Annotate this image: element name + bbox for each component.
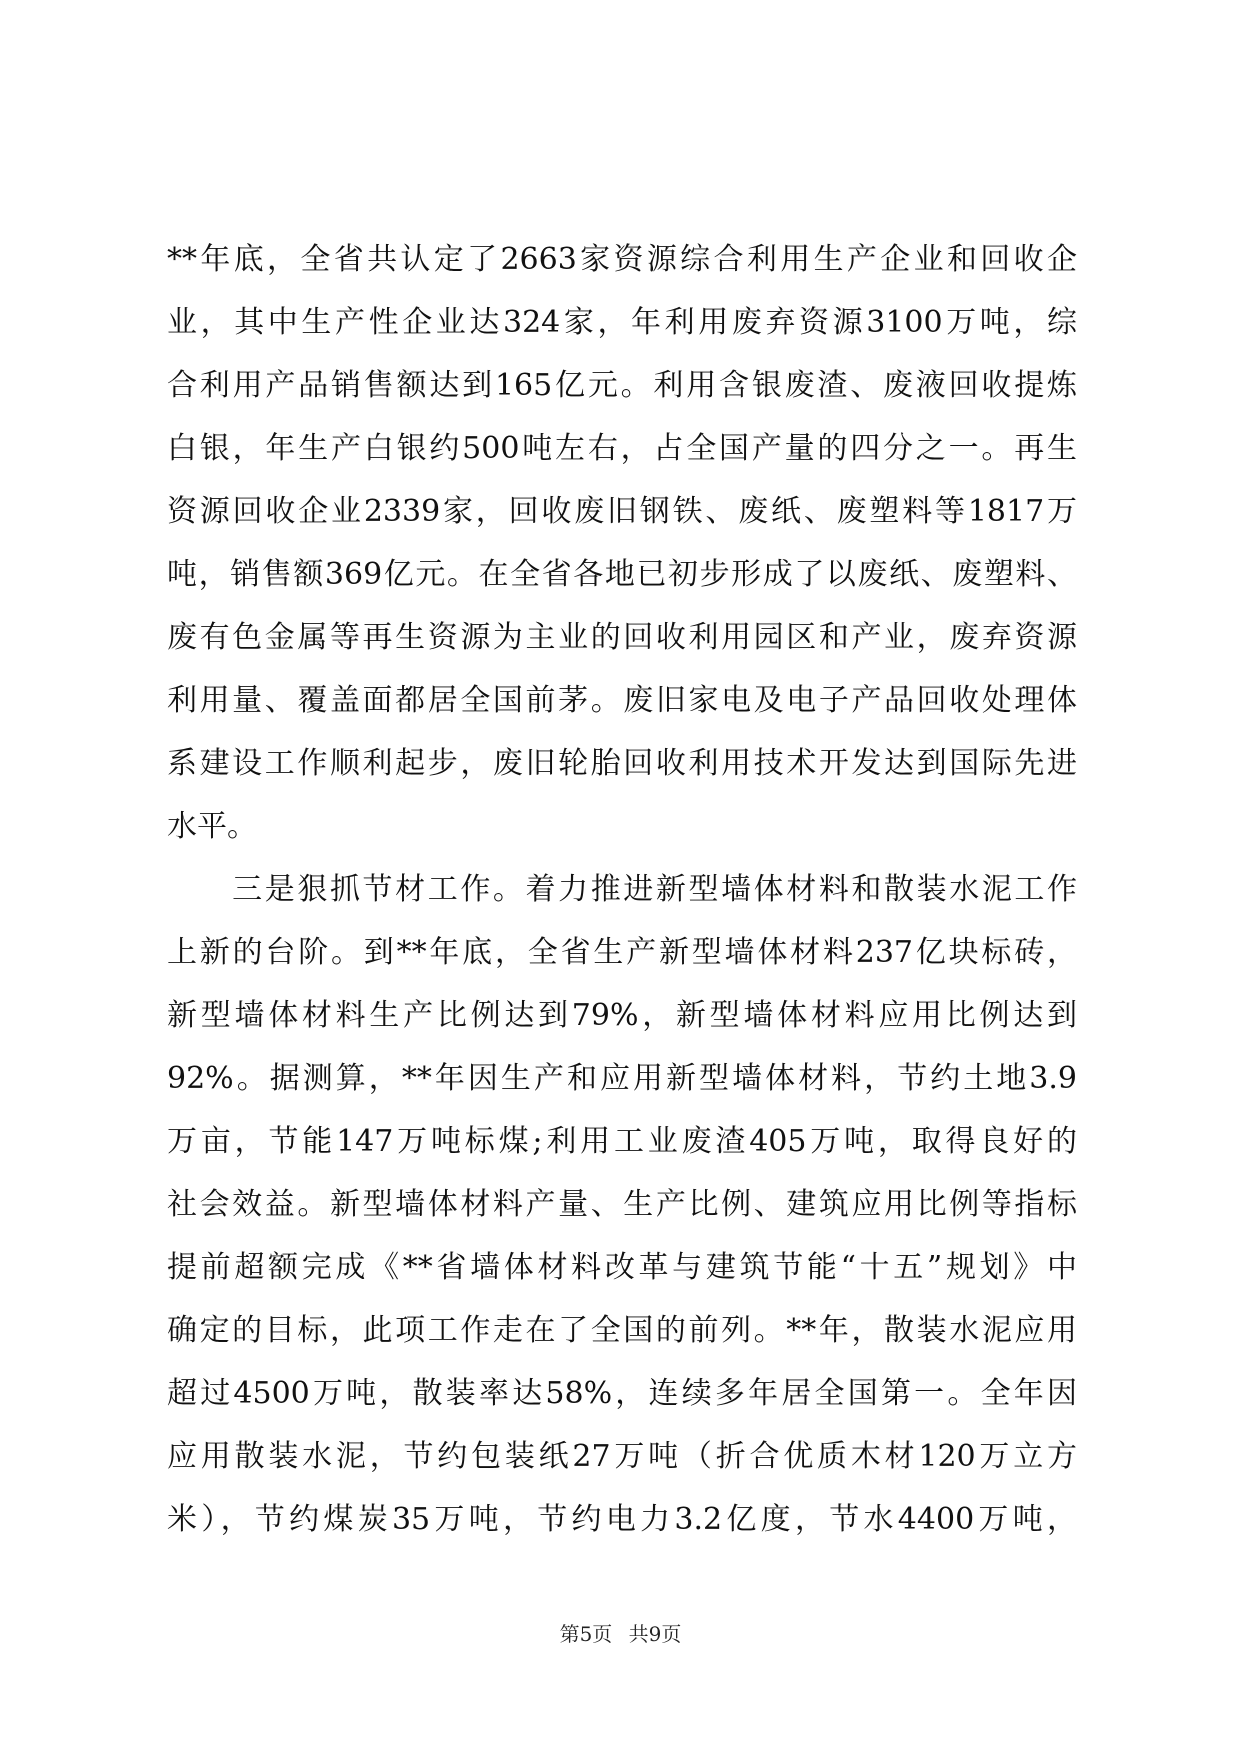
text-line: **年底，全省共认定了2663家资源综合利用生产企业和回收企 <box>167 242 1077 277</box>
text-line: 万亩，节能147万吨标煤;利用工业废渣405万吨，取得良好的 <box>167 1124 1077 1159</box>
text-line: 新型墙体材料生产比例达到79%，新型墙体材料应用比例达到 <box>167 998 1077 1033</box>
page-footer <box>0 1618 1241 1647</box>
paragraph-2 <box>167 858 1077 1551</box>
paragraph-1 <box>167 228 1077 858</box>
text-line: 上新的台阶。到**年底，全省生产新型墙体材料237亿块标砖， <box>167 935 1077 970</box>
text-line: 资源回收企业2339家，回收废旧钢铁、废纸、废塑料等1817万 <box>167 494 1077 529</box>
body-text <box>167 228 1077 1551</box>
text-line: 系建设工作顺利起步，废旧轮胎回收利用技术开发达到国际先进 <box>167 746 1077 781</box>
text-line: 应用散装水泥，节约包装纸27万吨（折合优质木材120万立方 <box>167 1439 1077 1474</box>
text-line: 白银，年生产白银约500吨左右，占全国产量的四分之一。再生 <box>167 431 1077 466</box>
text-line: 确定的目标，此项工作走在了全国的前列。**年，散装水泥应用 <box>167 1313 1077 1348</box>
text-line: 社会效益。新型墙体材料产量、生产比例、建筑应用比例等指标 <box>167 1187 1077 1222</box>
text-line: 吨，销售额369亿元。在全省各地已初步形成了以废纸、废塑料、 <box>167 557 1077 592</box>
text-line: 水平。 <box>167 809 257 844</box>
text-line: 92%。据测算，**年因生产和应用新型墙体材料，节约土地3.9 <box>167 1061 1077 1096</box>
page-total: 共9页 <box>628 1622 682 1646</box>
text-line: 合利用产品销售额达到165亿元。利用含银废渣、废液回收提炼 <box>167 368 1077 403</box>
page-number: 第5页 <box>559 1622 613 1646</box>
text-line: 废有色金属等再生资源为主业的回收利用园区和产业，废弃资源 <box>167 620 1077 655</box>
text-line: 提前超额完成《**省墙体材料改革与建筑节能“十五”规划》中 <box>167 1250 1077 1285</box>
text-line: 业，其中生产性企业达324家，年利用废弃资源3100万吨，综 <box>167 305 1077 340</box>
text-line: 三是狠抓节材工作。着力推进新型墙体材料和散装水泥工作 <box>167 872 1077 907</box>
text-line: 超过4500万吨，散装率达58%，连续多年居全国第一。全年因 <box>167 1376 1077 1411</box>
text-line: 米），节约煤炭35万吨，节约电力3.2亿度，节水4400万吨， <box>167 1502 1077 1537</box>
text-line: 利用量、覆盖面都居全国前茅。废旧家电及电子产品回收处理体 <box>167 683 1077 718</box>
